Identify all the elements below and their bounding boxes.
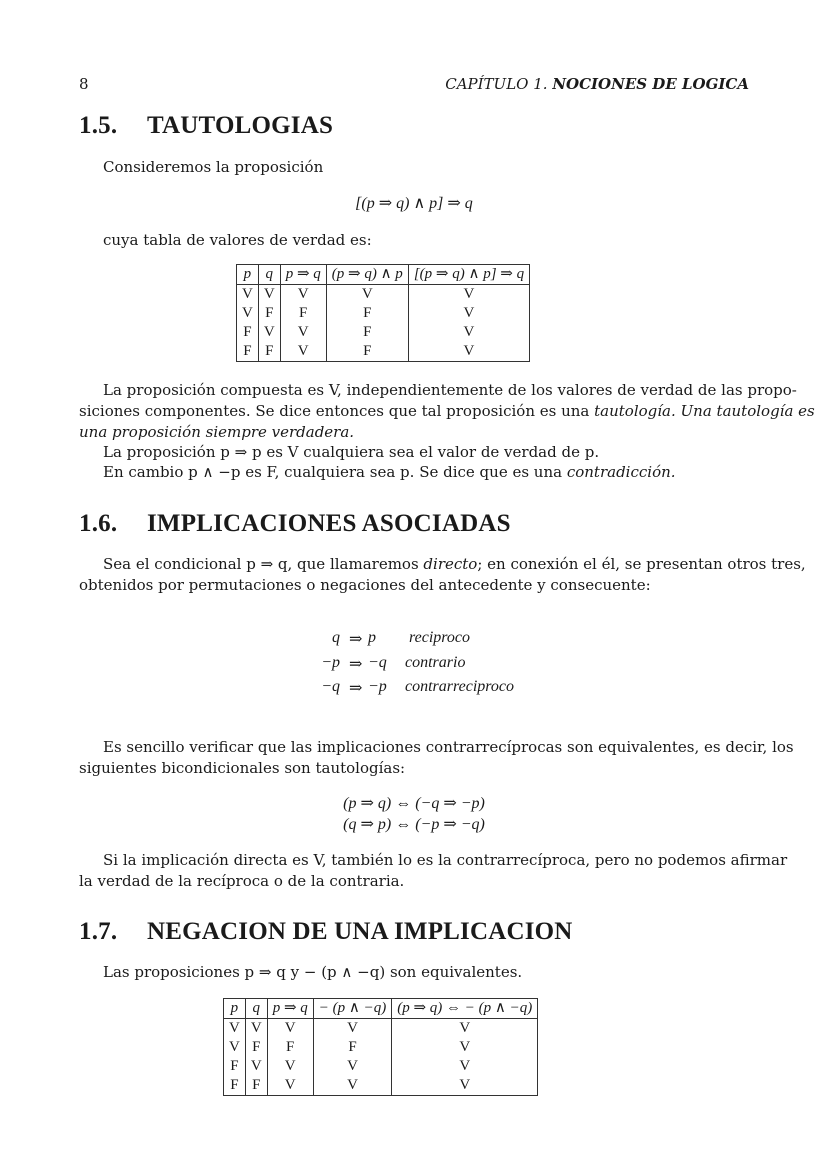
table-row — [224, 1076, 538, 1096]
table-header-cell: − (p ∧ −q) — [313, 999, 391, 1019]
emphasis: directo — [423, 555, 478, 573]
paragraph: Consideremos la proposición — [103, 158, 324, 176]
table-cell: V — [313, 1076, 391, 1096]
display-formula: [(p ⇒ q) ∧ p] ⇒ q — [355, 195, 473, 212]
section-number: 1.5. — [79, 112, 118, 139]
table-cell: V — [280, 342, 326, 362]
table-cell: V — [245, 1057, 267, 1076]
table-cell: V — [280, 285, 326, 305]
emphasis: contradicción. — [566, 463, 676, 481]
implication-row — [0, 629, 828, 651]
table-row — [237, 323, 530, 342]
truth-table — [236, 264, 530, 362]
paragraph: Las proposiciones p ⇒ q y − (p ∧ −q) son equivalentes. — [103, 963, 523, 981]
table-cell: V — [258, 285, 280, 305]
truth-table — [223, 998, 538, 1096]
table-header-cell: q — [258, 265, 280, 285]
table-cell: V — [313, 1057, 391, 1076]
implication-name: contrario — [405, 654, 466, 671]
table-cell: V — [237, 285, 259, 305]
text-span: ; en conexión el él, se presentan otros tres, — [477, 555, 806, 573]
paragraph: La proposición p ⇒ p es V cualquiera sea el valor de verdad de p. — [103, 443, 600, 461]
implication-name: reciproco — [409, 629, 471, 646]
implication-right: p — [368, 629, 376, 646]
table-cell: F — [267, 1038, 313, 1057]
table-cell: V — [245, 1019, 267, 1039]
text-span: En cambio p ∧ −p es F, cualquiera sea p. Se dice que es una — [103, 463, 567, 481]
table-row — [237, 342, 530, 362]
section-title: IMPLICACIONES ASOCIADAS — [147, 510, 511, 537]
text-span: siciones componentes. Se dice entonces que tal proposición es una — [79, 402, 595, 420]
paragraph-line: una proposición siempre verdadera. — [79, 423, 355, 441]
table-header-cell: [(p ⇒ q) ∧ p] ⇒ q — [408, 265, 529, 285]
implication-name: contrarreciproco — [405, 678, 515, 695]
implication-arrow: ⇒ — [349, 656, 363, 673]
table-cell: V — [392, 1019, 538, 1039]
table-cell: F — [280, 304, 326, 323]
table-cell: V — [258, 323, 280, 342]
paragraph: cuya tabla de valores de verdad es: — [103, 231, 372, 249]
table-row — [237, 304, 530, 323]
section-number: 1.7. — [79, 918, 118, 945]
table-cell: V — [267, 1057, 313, 1076]
table-header-cell: p ⇒ q — [267, 999, 313, 1019]
table-header-row — [224, 999, 538, 1019]
paragraph-line: la verdad de la recíproca o de la contraria. — [79, 872, 405, 890]
chapter-label: CAPÍTULO 1. — [445, 75, 548, 93]
table-cell: V — [408, 285, 529, 305]
paragraph-line: siguientes bicondicionales son tautologías: — [79, 759, 406, 777]
table-cell: F — [326, 304, 408, 323]
paragraph-line — [79, 401, 815, 422]
table-header-cell: (p ⇒ q) ⇔ − (p ∧ −q) — [392, 999, 538, 1019]
section-heading-1-5 — [79, 112, 333, 140]
table-cell: V — [267, 1019, 313, 1039]
table-cell: F — [237, 342, 259, 362]
section-heading-1-7 — [79, 918, 573, 946]
table-cell: F — [326, 342, 408, 362]
implication-left: q — [332, 629, 340, 646]
implication-arrow: ⇒ — [349, 631, 363, 648]
table-cell: V — [313, 1019, 391, 1039]
table-cell: V — [392, 1057, 538, 1076]
table-row — [237, 285, 530, 305]
table-cell: V — [408, 304, 529, 323]
table-row — [224, 1038, 538, 1057]
implication-right: −p — [368, 678, 387, 695]
table-row — [224, 1057, 538, 1076]
paragraph-line: Es sencillo verificar que las implicaciones contrarrecíprocas son equivalentes, es decir, los — [103, 738, 794, 756]
paragraph-line: obtenidos por permutaciones o negaciones del antecedente y consecuente: — [79, 576, 651, 594]
table-cell: V — [267, 1076, 313, 1096]
implication-left: −p — [321, 654, 340, 671]
paragraph-line: Si la implicación directa es V, también lo es la contrarrecíproca, pero no podemos afirmar — [103, 851, 788, 869]
implication-right: −q — [368, 654, 387, 671]
implication-arrow: ⇒ — [349, 680, 363, 697]
implication-row — [0, 678, 828, 700]
emphasis: tautología. Una tautología es — [594, 402, 815, 420]
table-cell: V — [280, 323, 326, 342]
display-formula: (p ⇒ q) ⇔ (−q ⇒ −p) — [343, 795, 485, 812]
section-title: TAUTOLOGIAS — [147, 112, 334, 139]
table-cell: F — [313, 1038, 391, 1057]
section-heading-1-6 — [79, 510, 511, 538]
table-header-cell: p ⇒ q — [280, 265, 326, 285]
table-cell: V — [237, 304, 259, 323]
table-cell: F — [245, 1038, 267, 1057]
table-header-cell: p — [237, 265, 259, 285]
table-cell: F — [237, 323, 259, 342]
table-cell: F — [258, 304, 280, 323]
display-formula: (q ⇒ p) ⇔ (−p ⇒ −q) — [343, 816, 485, 833]
table-cell: F — [224, 1076, 246, 1096]
table-cell: F — [245, 1076, 267, 1096]
section-title: NEGACION DE UNA IMPLICACION — [147, 918, 573, 945]
paragraph-line — [103, 554, 806, 575]
table-cell: V — [392, 1038, 538, 1057]
table-header-cell: (p ⇒ q) ∧ p — [326, 265, 408, 285]
implication-row — [0, 654, 828, 676]
table-row — [224, 1019, 538, 1039]
table-header-cell: p — [224, 999, 246, 1019]
table-cell: F — [224, 1057, 246, 1076]
table-cell: V — [408, 323, 529, 342]
text-span: Sea el condicional p ⇒ q, que llamaremos — [103, 555, 424, 573]
page-number: 8 — [79, 75, 89, 93]
table-cell: F — [258, 342, 280, 362]
table-cell: V — [392, 1076, 538, 1096]
table-cell: V — [408, 342, 529, 362]
paragraph-line: La proposición compuesta es V, independientemente de los valores de verdad de las propo- — [103, 381, 797, 399]
table-header-cell: q — [245, 999, 267, 1019]
table-header-row — [237, 265, 530, 285]
implication-left: −q — [321, 678, 340, 695]
table-cell: V — [224, 1019, 246, 1039]
table-cell: F — [326, 323, 408, 342]
paragraph — [103, 462, 676, 483]
table-cell: V — [326, 285, 408, 305]
running-header — [445, 74, 749, 95]
table-cell: V — [224, 1038, 246, 1057]
section-number: 1.6. — [79, 510, 118, 537]
chapter-title: NOCIONES DE LOGICA — [552, 75, 749, 93]
